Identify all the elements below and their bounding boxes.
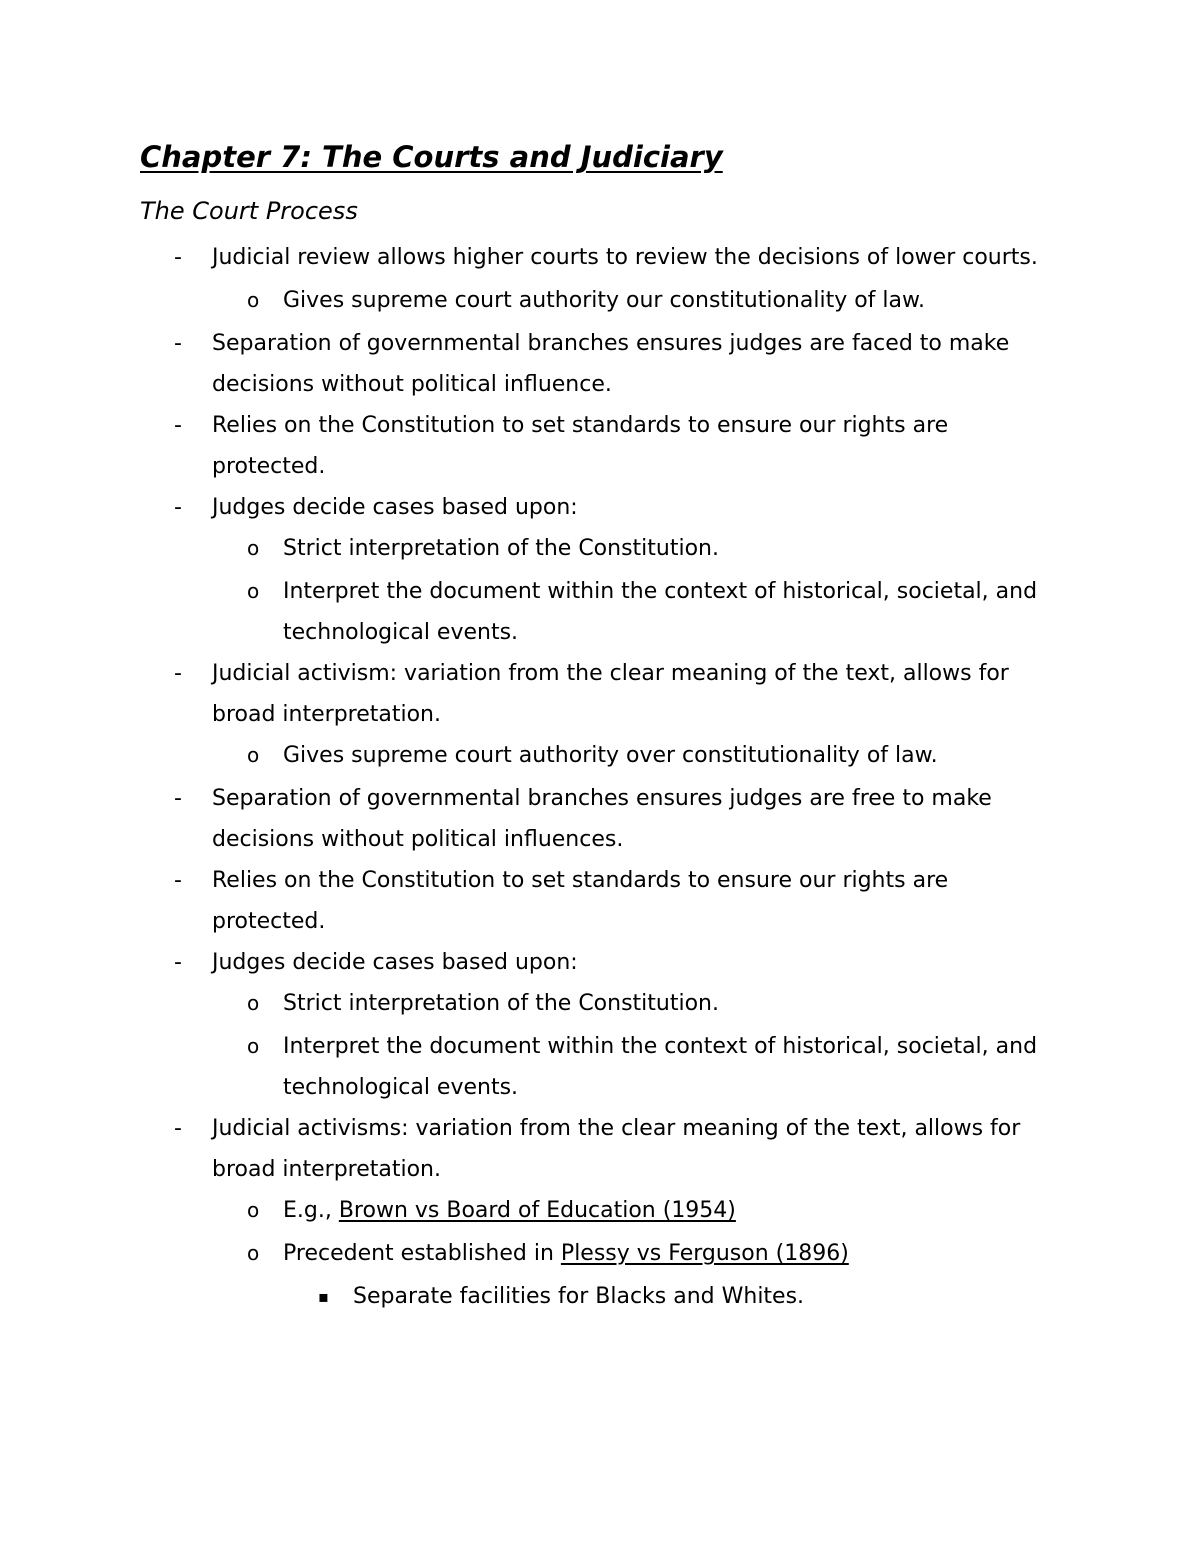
list-item [0, 323, 1050, 405]
list-item [0, 983, 1050, 1024]
square-bullet-icon: ▪ [318, 1287, 329, 1306]
list-item-text: Relies on the Constitution to set standards to ensure our rights are protected. [212, 868, 949, 934]
list-item [0, 528, 1050, 569]
dash-bullet-icon: - [174, 1116, 182, 1141]
list-item-text: Interpret the document within the context of historical, societal, and technological events. [283, 579, 1038, 645]
circle-bullet-icon: o [247, 288, 260, 312]
list-item-text: Judges decide cases based upon: [212, 950, 578, 975]
dash-bullet-icon: - [174, 868, 182, 893]
page-title: Chapter 7: The Courts and Judiciary [140, 140, 723, 174]
list-item-text: Gives supreme court authority over constitutionality of law. [283, 743, 938, 768]
list-item [0, 237, 1050, 278]
list-item-text: Judicial activism: variation from the clear meaning of the text, allows for broad interpretation. [212, 661, 1009, 727]
list-item [0, 942, 1050, 983]
list-item [0, 653, 1050, 735]
dash-bullet-icon: - [174, 245, 182, 270]
list-item-prefix: E.g., [283, 1198, 339, 1223]
list-item [0, 280, 1050, 321]
circle-bullet-icon: o [247, 579, 260, 603]
bullet-list [0, 237, 1200, 1317]
circle-bullet-icon: o [247, 1241, 260, 1265]
circle-bullet-icon: o [247, 743, 260, 767]
dash-bullet-icon: - [174, 331, 182, 356]
list-item-text: Strict interpretation of the Constitution. [283, 991, 719, 1016]
list-item [0, 1026, 1050, 1108]
list-item [0, 860, 1050, 942]
case-reference-link[interactable]: Plessy vs Ferguson (1896) [560, 1241, 849, 1266]
list-item-text: Judges decide cases based upon: [212, 495, 578, 520]
dash-bullet-icon: - [174, 413, 182, 438]
list-item-text: Gives supreme court authority our constitutionality of law. [283, 288, 925, 313]
dash-bullet-icon: - [174, 495, 182, 520]
circle-bullet-icon: o [247, 1034, 260, 1058]
list-item [0, 487, 1050, 528]
case-reference-link[interactable]: Brown vs Board of Education (1954) [338, 1198, 736, 1223]
list-item-text: Relies on the Constitution to set standards to ensure our rights are protected. [212, 413, 949, 479]
list-item [0, 1190, 1050, 1231]
list-item-text: Separation of governmental branches ensures judges are free to make decisions without political influences. [212, 786, 992, 852]
list-item-text: Separate facilities for Blacks and Whites. [353, 1284, 805, 1309]
list-item [0, 405, 1050, 487]
dash-bullet-icon: - [174, 786, 182, 811]
list-item-text: Strict interpretation of the Constitution. [283, 536, 719, 561]
list-item [0, 735, 1050, 776]
list-item [0, 571, 1050, 653]
circle-bullet-icon: o [247, 1198, 260, 1222]
dash-bullet-icon: - [174, 950, 182, 975]
list-item-text: Separation of governmental branches ensures judges are faced to make decisions without political influence. [212, 331, 1010, 397]
circle-bullet-icon: o [247, 536, 260, 560]
section-heading: The Court Process [140, 197, 358, 225]
circle-bullet-icon: o [247, 991, 260, 1015]
list-item [0, 778, 1050, 860]
list-item-text: Interpret the document within the context of historical, societal, and technological events. [283, 1034, 1038, 1100]
list-item-prefix: Precedent established in [283, 1241, 561, 1266]
list-item [0, 1233, 1050, 1274]
list-item [0, 1276, 1050, 1317]
list-item-text: Judicial review allows higher courts to review the decisions of lower courts. [212, 245, 1038, 270]
dash-bullet-icon: - [174, 661, 182, 686]
list-item-text: Judicial activisms: variation from the clear meaning of the text, allows for broad interpretation. [212, 1116, 1021, 1182]
list-item [0, 1108, 1050, 1190]
